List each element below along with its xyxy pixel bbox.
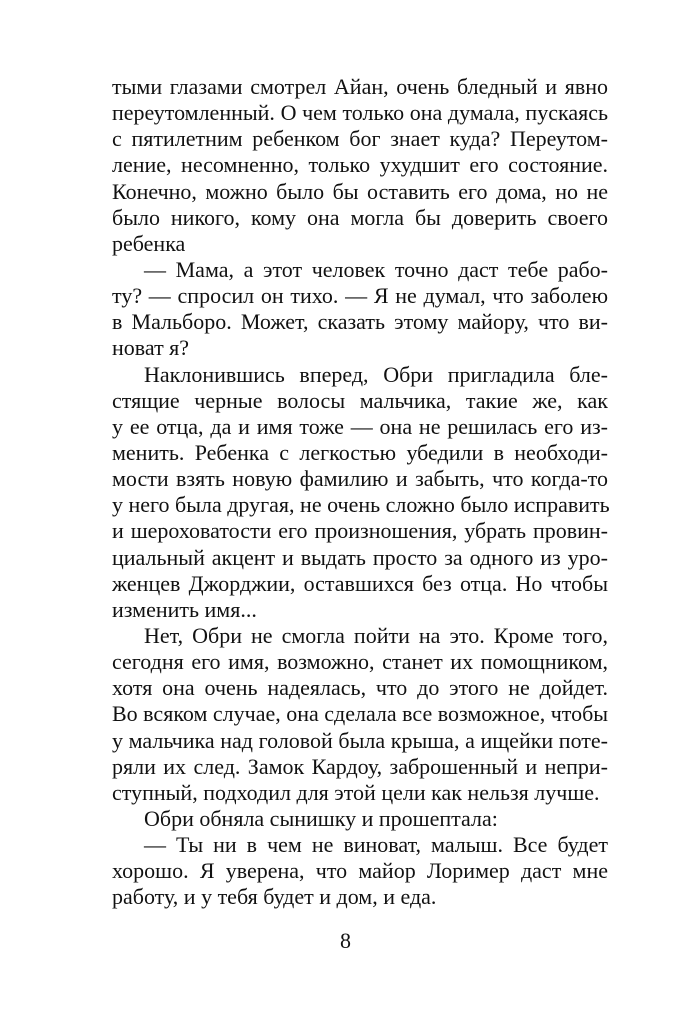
text-line: тыми глазами смотрел Айан, очень бледный и явно bbox=[112, 74, 608, 99]
text-line: ребенка bbox=[112, 230, 186, 256]
text-line: хотя она очень надеялась, что до этого не дойдет. bbox=[112, 675, 608, 701]
text-line: новат я? bbox=[112, 335, 190, 361]
text-line: женцев Джорджии, оставшихся без отца. Но чтобы bbox=[112, 570, 608, 596]
paragraph bbox=[112, 806, 608, 832]
text-line: сегодня его имя, возможно, станет их помощником, bbox=[112, 649, 608, 675]
text-line: Во всяком случае, она сделала все возможное, чтобы bbox=[112, 701, 609, 727]
text-line: изменить имя... bbox=[112, 596, 257, 622]
paragraph bbox=[112, 74, 608, 257]
paragraph bbox=[112, 257, 608, 362]
text-line: ступный, подходил для этой цели как нельзя лучше. bbox=[112, 779, 600, 805]
text-line: Обри обняла сынишку и прошептала: bbox=[144, 805, 498, 831]
text-line: у мальчика над головой была крыша, а ищейки поте- bbox=[112, 727, 608, 753]
text-line: стящие черные волосы мальчика, такие же, как bbox=[112, 387, 608, 413]
text-line: было никого, кому она могла бы доверить своего bbox=[112, 204, 608, 230]
text-line: хорошо. Я уверена, что майор Лоример даст мне bbox=[112, 858, 608, 884]
body-text bbox=[112, 74, 608, 911]
text-line: ту? — спросил он тихо. — Я не думал, что заболею bbox=[112, 283, 608, 309]
text-line: с пятилетним ребенком бог знает куда? Переутом- bbox=[112, 126, 608, 152]
text-line: Наклонившись вперед, Обри пригладила бле- bbox=[144, 361, 608, 387]
text-line: — Мама, а этот человек точно даст тебе рабо- bbox=[144, 256, 608, 282]
text-line: ление, несомненно, только ухудшит его состояние. bbox=[112, 152, 608, 178]
text-line: у него была другая, не очень сложно было исправить bbox=[112, 492, 610, 518]
text-line: переутомленный. О чем только она думала, пускаясь bbox=[112, 100, 608, 126]
paragraph bbox=[112, 623, 608, 806]
text-line: работу, и у тебя будет и дом, и еда. bbox=[112, 884, 437, 910]
text-line: мости взять новую фамилию и забыть, что когда-то bbox=[112, 466, 608, 492]
text-line: и шероховатости его произношения, убрать провин- bbox=[112, 518, 608, 544]
text-line: в Мальборо. Может, сказать этому майору, что ви- bbox=[112, 309, 608, 335]
text-line: Конечно, можно было бы оставить его дома, но не bbox=[112, 178, 608, 204]
text-line: менить. Ребенка с легкостью убедили в необходи- bbox=[112, 439, 608, 465]
text-line: у ее отца, да и имя тоже — она не решилась его из- bbox=[112, 413, 608, 439]
text-line: — Ты ни в чем не виноват, малыш. Все будет bbox=[144, 832, 608, 858]
page-number: 8 bbox=[340, 928, 351, 953]
text-line: Нет, Обри не смогла пойти на это. Кроме того, bbox=[144, 622, 608, 648]
text-line: циальный акцент и выдать просто за одного из уро- bbox=[112, 544, 608, 570]
paragraph bbox=[112, 362, 608, 623]
paragraph bbox=[112, 832, 608, 910]
text-line: ряли их след. Замок Кардоу, заброшенный и непри- bbox=[112, 753, 608, 779]
